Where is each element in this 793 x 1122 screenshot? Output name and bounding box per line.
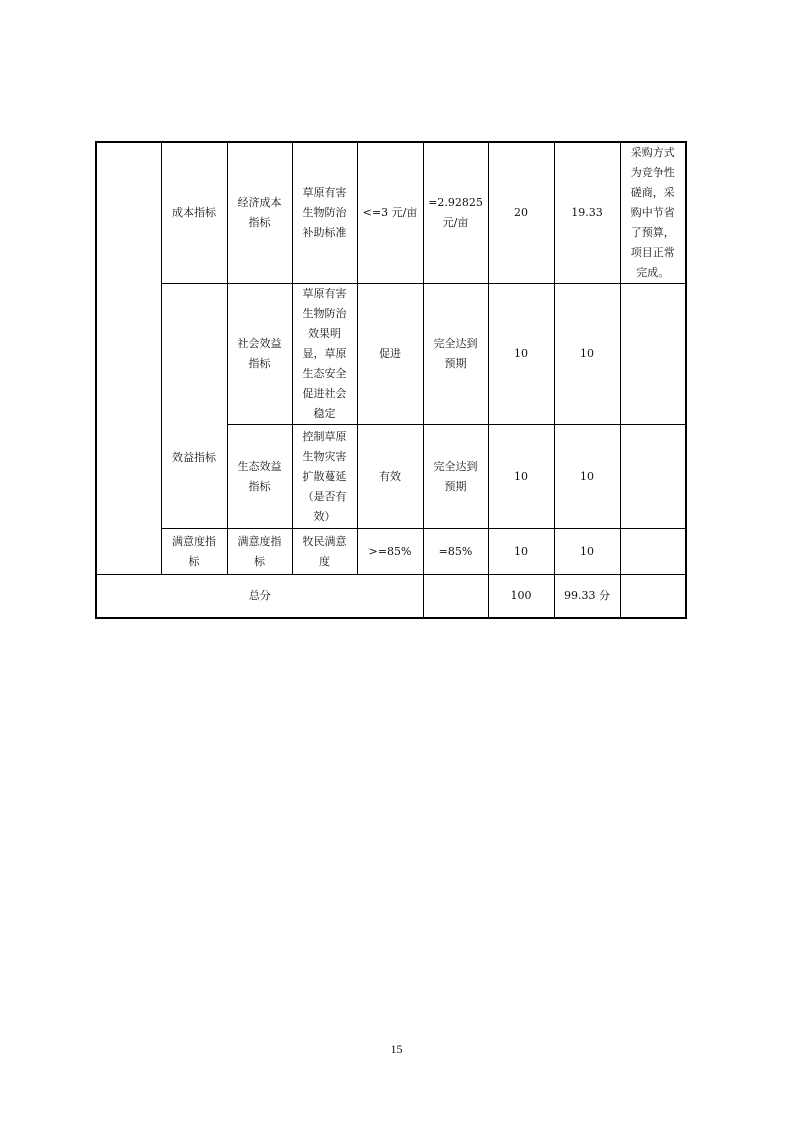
total-weight-cell: 100: [488, 575, 554, 618]
cost-level1-cell: 成本指标: [161, 142, 227, 284]
social-score-cell: 10: [554, 284, 620, 425]
eco-target-cell: 有效: [357, 425, 423, 529]
page-number: 15: [390, 1042, 403, 1056]
cost-actual-cell: =2.92825 元/亩: [423, 142, 488, 284]
eco-level2-cell: 生态效益指标: [227, 425, 292, 529]
satisfaction-level1-cell: 满意度指标: [161, 529, 227, 575]
satisfaction-weight-cell: 10: [488, 529, 554, 575]
total-score-cell: 99.33 分: [554, 575, 620, 618]
satisfaction-level2-cell: 满意度指标: [227, 529, 292, 575]
cost-indicator-cell: 草原有害生物防治补助标准: [292, 142, 357, 284]
table-row-total: [96, 575, 686, 618]
social-actual-cell: 完全达到预期: [423, 284, 488, 425]
total-note-cell: [620, 575, 686, 618]
table-row-social-benefit: [96, 284, 686, 425]
social-weight-cell: 10: [488, 284, 554, 425]
cost-score-cell: 19.33: [554, 142, 620, 284]
satisfaction-actual-cell: =85%: [423, 529, 488, 575]
table-row-cost: [96, 142, 686, 284]
benefit-level1-label: 效益指标: [172, 451, 216, 464]
social-indicator-cell: 草原有害生物防治效果明显，草原生态安全促进社会稳定: [292, 284, 357, 425]
total-label-cell: 总分: [96, 575, 423, 618]
social-target-cell: 促进: [357, 284, 423, 425]
cost-weight-cell: 20: [488, 142, 554, 284]
eco-note-cell: [620, 425, 686, 529]
total-actual-cell: [423, 575, 488, 618]
eco-actual-cell: 完全达到预期: [423, 425, 488, 529]
social-note-cell: [620, 284, 686, 425]
cost-level2-cell: 经济成本指标: [227, 142, 292, 284]
first-level-indicator-cell: [96, 142, 161, 575]
satisfaction-target-cell: >=85%: [357, 529, 423, 575]
benefit-level1-cell: [161, 284, 227, 529]
performance-score-table: [95, 141, 687, 619]
performance-table-container: [95, 141, 687, 619]
table-row-satisfaction: [96, 529, 686, 575]
cost-target-cell: <=3 元/亩: [357, 142, 423, 284]
eco-weight-cell: 10: [488, 425, 554, 529]
eco-score-cell: 10: [554, 425, 620, 529]
cost-note-cell: 采购方式为竞争性磋商，采购中节省了预算，项目正常完成。: [620, 142, 686, 284]
satisfaction-indicator-cell: 牧民满意度: [292, 529, 357, 575]
satisfaction-score-cell: 10: [554, 529, 620, 575]
eco-indicator-cell: 控制草原生物灾害扩散蔓延（是否有效）: [292, 425, 357, 529]
satisfaction-note-cell: [620, 529, 686, 575]
social-level2-cell: 社会效益指标: [227, 284, 292, 425]
